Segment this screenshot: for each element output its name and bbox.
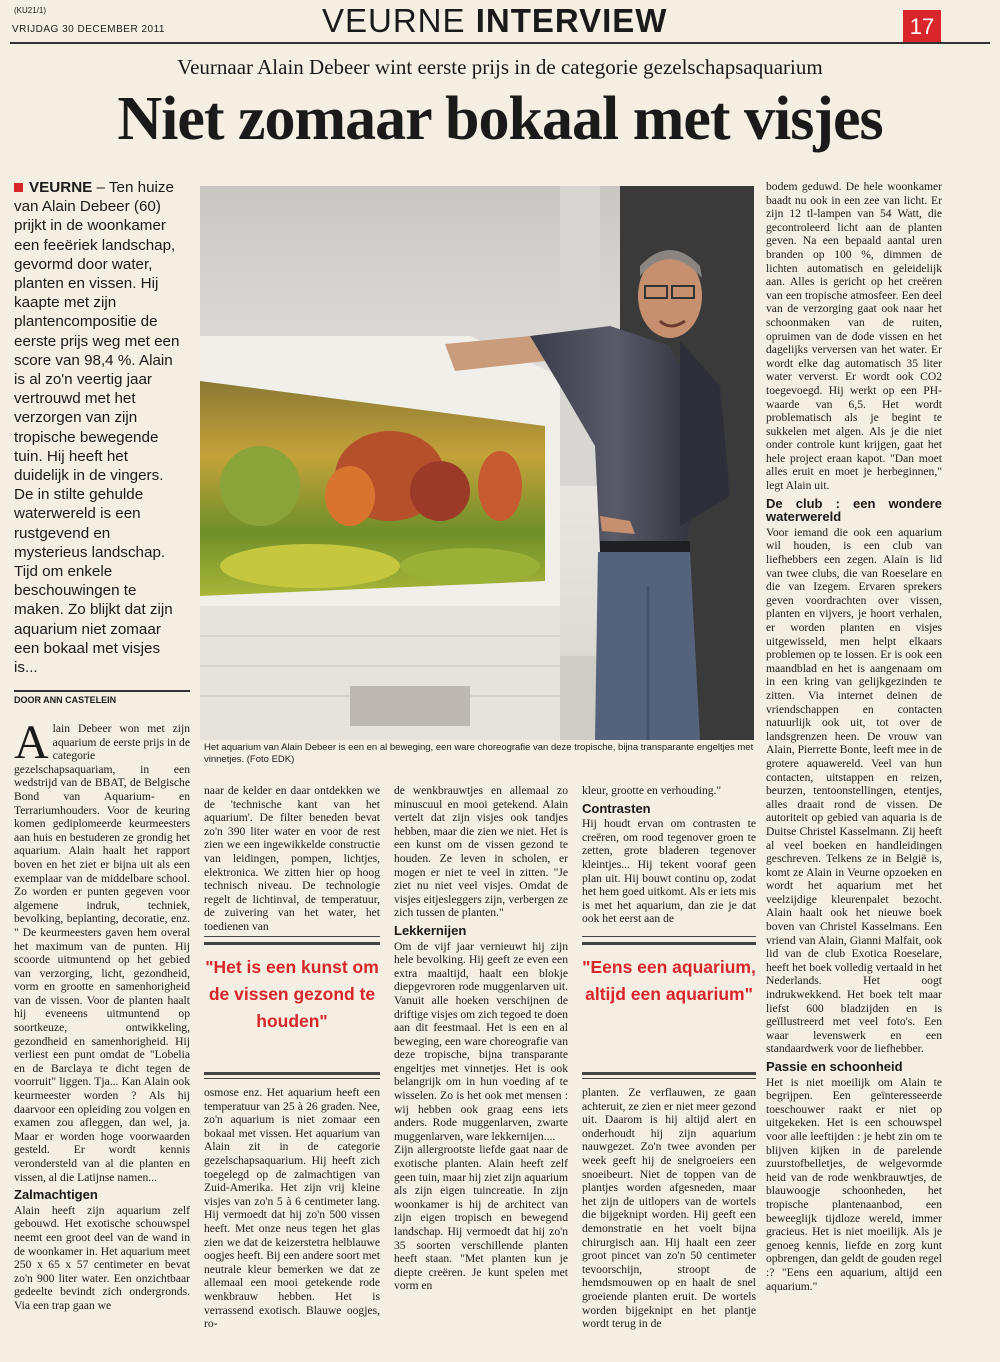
quote-1-top-bar	[204, 942, 380, 945]
quote-2-bottom-rule	[582, 1078, 756, 1079]
subheading-contrasten: Contrasten	[582, 800, 651, 816]
page-number: 17	[903, 10, 941, 44]
col5-paragraph-1: bodem geduwd. De hele woonkamer baadt nu ook in een zee van licht. Er zijn 12 tl-lampen van 54 Watt, die gecontroleerd licht aan de planten geven. Na een bepaald aantal uren branden op 100 %, dimmen de lichten automatisch en geleidelijk aan. Alles is gericht op het creëren van een tropische atmosfeer. Een deel van de verzorging gaat ook naar het schoonmaken van de ruiten, opruimen van de dode vissen en het dagelijks verversen van het water. Er wordt elke dag automatisch 35 liter water ververst. Er wordt ook CO2 toegevoegd. Hij werkt op een PH-waarde van 6,5. Het wordt problematisch als je begint te sukkelen met algen. Als je die niet onder controle kunt krijgen, gaat het hele project eraan kapot. "Dan moet alles eruit en moet je herbeginnen," legt Alain uit.	[766, 180, 942, 493]
issue-date: VRIJDAG 30 DECEMBER 2011	[12, 24, 165, 35]
aquarium-photo	[200, 186, 754, 740]
col2-paragraph-2: osmose enz. Het aquarium heeft een temperatuur van 25 à 26 graden. Nee, zo'n aquarium is niet zomaar een bokaal met vissen. Het aquarium van Alain zit in de categorie gezelschapsaquarium. Hij heeft zich toegelegd op de zalmachtigen van Zuid-Amerika. Het zijn vrij kleine visjes van zo'n 5 à 6 centimeter lang. Hij vermoedt dat hij zo'n 500 vissen heeft. Met onze neus tegen het glas zien we dat de keizerstetra helblauwe oogjes heeft. Bij een andere soort met neutrale kleur bemerken we dat ze allemaal een mooi getekende rode wenkbrauw hebben. Het is verrassend exotisch. Blauwe oogjes, ro-	[204, 1086, 380, 1331]
col5-paragraph-2: Voor iemand die ook een aquarium wil houden, is een club van liefhebbers een zegen. Alain is lid van twee clubs, die van Roeselare en die van Izegem. Ervaren sprekers geven voordrachten over vissen, planten en vijvers, je hoort verhalen, er worden planten en visjes uitgewisseld, men helpt elkaars problemen op te lossen. Er is ook een maandblad en het is aangenaam om in een kring van gelijkgezinden te zitten. Via internet deinen de vriendschappen en contacten natuurlijk ook uit, tot over de landsgrenzen heen. De vrouw van Alain, Pierrette Bonte, leeft mee in de grotere aquawereld. Veel van hun contacten, uitstappen en reizen, beurzen, tentoonstellingen, etentjes, alles draait rond de vissen. De autoriteit op gebied van aquaria is de Duitse Christel Kasselmann. Zij heeft al veel boeken en handleidingen geschreven. Telkens ze in België is, komt ze Alain in Veurne opzoeken en wordt het aquarium met het veelzijdige kleurenpalet bezocht. Alain haalt ook het nieuwe boek boven van Christel Kasselmans. Een vriend van Alain, Gianni Malfait, ook lid van de club Exotica Roeselare, heeft het boek volledig vertaald in het Nederlands. Het oogt indrukwekkend. Het boek telt maar liefst 600 bladzijden en is geïllustreerd met veel foto's. Een waar levenswerk en een standaardwerk voor de liefhebber.	[766, 525, 942, 1056]
pull-quote-1: "Het is een kunst om de vissen gezond te houden"	[205, 957, 379, 1031]
lead-place: VEURNE	[29, 179, 93, 196]
col3-paragraph-3: Zijn allergrootste liefde gaat naar de exotische planten. Alain heeft zelf geen tuin, maar hij ziet zijn aquarium als zijn eigen tuincreatie. In zijn woonkamer is hij de architect van zijn eigen tropisch en bewegend landschap. Hij vermoedt dat hij zo'n 35 soorten verschillende planten heeft staan. "Met planten kun je diepte creëren. Je kunt spelen met vorm en	[394, 1143, 568, 1293]
subheadline: Veurnaar Alain Debeer wint eerste prijs in de categorie gezelschapsaquarium	[177, 55, 823, 79]
lead-text: – Ten huize van Alain Debeer (60) prijkt in de woonkamer een feeëriek landschap, gevormd door water, planten en vissen. Hij kaapte met zijn plantencompositie de eerste prijs weg met een score van 98,4 %. Alain is al zo'n veertig jaar vertrouwd met het verzorgen van zijn tropische bewegende tuin. Hij heeft het duidelijk in de vingers. De in stilte gehulde waterwereld is een rustgevend en mysterieus landschap. Tijd om enkele beschouwingen te maken. Zo blijkt dat zijn aquarium niet zomaar een bokaal met visjes is...	[14, 179, 180, 677]
quote-2-bottom-bar	[582, 1072, 756, 1075]
col3-paragraph-1: de wenkbrauwtjes en allemaal zo minuscuul en mooi getekend. Alain vertelt dat zijn visjes ook tandjes hebben, maar die zien we niet. Het is een kunst om de vissen gezond te houden. Ze leven in scholen, er mogen er niet te veel in zitten. "Je ziet nu niet veel visjes. Omdat de visjes eitjesleggers zijn, verbergen ze zich tussen de planten."	[394, 784, 568, 920]
column-5	[766, 180, 942, 1293]
quote-2-top-bar	[582, 942, 756, 945]
col4-paragraph-3: planten. Ze verflauwen, ze gaan achteruit, ze zien er niet meer gezond uit. Daarom is hij altijd alert en onderhoudt hij zijn aquarium nauwgezet. Zo'n twee avonden per week geeft hij de snelgroeiers een snoeibeurt. Niet de toppen van de plantjes worden afgesneden, maar het zijn de uitlopers van de wortels die bijgeknipt worden. Hij geeft een demonstratie en het voelt bijna chirurgisch aan. Hij haalt een zeer groot pincet van zo'n 50 centimeter tevoorschijn, stroopt de hemdsmouwen op en haalt de snel groeiende planten eruit. De wortels worden bijgeknipt en het plantje wordt terug in de	[582, 1086, 756, 1331]
column-1	[14, 716, 190, 1313]
section-title-topic: INTERVIEW	[475, 2, 668, 39]
col1-paragraph-1	[14, 716, 190, 1184]
subheading-passie: Passie en schoonheid	[766, 1059, 903, 1074]
column-4-bottom	[582, 1086, 756, 1331]
subheading-de-club: De club : een wondere waterwereld	[766, 495, 942, 525]
red-square-bullet	[14, 183, 23, 192]
quote-1-bottom-rule	[204, 1078, 380, 1079]
header-rule	[10, 42, 990, 44]
subheading-zalmachtigen: Zalmachtigen	[14, 1187, 98, 1203]
column-3	[394, 784, 568, 1293]
section-title-place: VEURNE	[322, 2, 466, 39]
quote-1-top-rule	[204, 936, 380, 937]
quote-1-bottom-bar	[204, 1072, 380, 1075]
quote-2-top-rule	[582, 936, 756, 937]
col5-paragraph-3: Het is niet moeilijk om Alain te begrijpen. Een geïnteresseerde toeschouwer raakt er niet op uitgekeken. Het is een schouwspel voor alle leeftijden : je hebt zin om te blijven kijken in de parelende zuurstofbelletjes, de welgevormde heid van de rode wenkbrauwtjes, de blauwoogje schoonheden, het tropische plantenaanbod, een beweeglijk tijdloze wereld, immer gracieus. Het is niet moeilijk. Als je genoeg kennis, liefde en zorg kunt opbrengen, dan geldt de gouden regel :? "Eens een aquarium, altijd een aquarium."	[766, 1075, 942, 1293]
page-code: (KU21/1)	[14, 6, 47, 15]
photo-caption: Het aquarium van Alain Debeer is een en al beweging, een ware choreografie van deze tropische, bijna transparante engeltjes met vinnetjes. (Foto EDK)	[204, 742, 754, 765]
col4-paragraph-2: Hij houdt ervan om contrasten te creëren, om rood tegenover groen te zetten, grote bladeren tegenover kleintjes... Hij tekent vooraf geen plan uit. Hij bouwt continu op, zodat het hem goed uitkomt. Als er iets mis is met het aquarium, dan zie je dat ook het eerst aan de	[582, 817, 756, 926]
drop-cap: A	[14, 716, 49, 769]
col3-paragraph-2: Om de vijf jaar vernieuwt hij zijn hele bevolking. Hij geeft ze even een extra maaltijd, haalt een blokje diepgevroren rode muggenlarven uit. Vanuit alle hoeken verschijnen de driftige visjes om zich tegoed te doen aan dit feestmaal. Het is een en al beweging, een ware choreografie van deze tropische, bijna transparante engeltjes met vinnetjes. Het is ook belangrijk om in hun voeding af te wisselen. Zo is het ook met mensen : wij hebben ook graag eens iets anders. Rode muggenlarven, zwarte muggenlarven, ware lekkernijen....	[394, 939, 568, 1143]
column-2-top	[204, 784, 380, 934]
byline: DOOR ANN CASTELEIN	[14, 695, 117, 705]
section-title	[322, 2, 667, 40]
col1-paragraph-2: Alain heeft zijn aquarium zelf gebouwd. Het exotische schouwspel neemt een groot deel van de wand in de woonkamer in. Het aquarium meet 250 x 65 x 57 centimeter en bevat zo'n 900 liter water. Een onzichtbaar gedeelte bevindt zich ondergronds. Via een trap gaan we	[14, 1203, 190, 1312]
column-4-top	[582, 784, 756, 926]
col4-paragraph-1: kleur, grootte en verhouding."	[582, 784, 722, 797]
col1-text-1: lain Debeer won met zijn aquarium de eerste prijs in de categorie gezelschapsaquariam, in een wedstrijd van de BBAT, de Belgische Bond van Aquarium- en Terrariumhouders. Voor de keuring komen gediplomeerde keurmeesters aan huis en bestuderen ze grondig het aquarium. Alain haalt het rapport boven en het ziet er bijna uit als een exemplaar van de middelbare school. Zo worden er punten gegeven voor algemene indruk, techniek, bevolking, beplanting, decoratie, enz. " De keurmeesters gaven hem overal het maximum van de punten. Hij scoorde uitmuntend op het gebied van verzorging, licht, gezondheid, vorm en grootte en samenhorigheid van de vissen. Voor de planten haalt hij eveneens uitmuntend op soortkeuze, ontwikkeling, gezondheid en samenhorigheid. Hij verliest een punt omdat de "Lobelia en de Barclaya te dicht tegen de voorruit" liggen. Tja... Kan Alain ook keurmeester worden ? Als hij daarvoor een opleiding zou volgen en examen zou afleggen, dan wel, ja. Maar er worden hoge voorwaarden gesteld. Er wordt kennis verondersteld van al die planten en vissen, al die Latijnse namen...	[14, 722, 190, 1184]
pull-quote-2: "Eens een aquarium, altijd een aquarium"	[582, 957, 756, 1004]
column-2-bottom	[204, 1086, 380, 1331]
subheading-lekkernijen: Lekkernijen	[394, 922, 467, 938]
col2-paragraph-1: naar de kelder en daar ontdekken we de 'technische kant van het aquarium'. De filter beneden bevat zo'n 390 liter water en voor de rest zien we een ingewikkelde constructie van leidingen, pompen, lichtjes, elektronica. We zitten hier op hoog technisch niveau. De technologie regelt de lichtinval, de temperatuur, de zuivering van het water, het toedienen van	[204, 784, 380, 933]
lead-paragraph	[14, 178, 186, 677]
headline: Niet zomaar bokaal met visjes	[117, 85, 883, 153]
byline-rule	[14, 690, 190, 692]
